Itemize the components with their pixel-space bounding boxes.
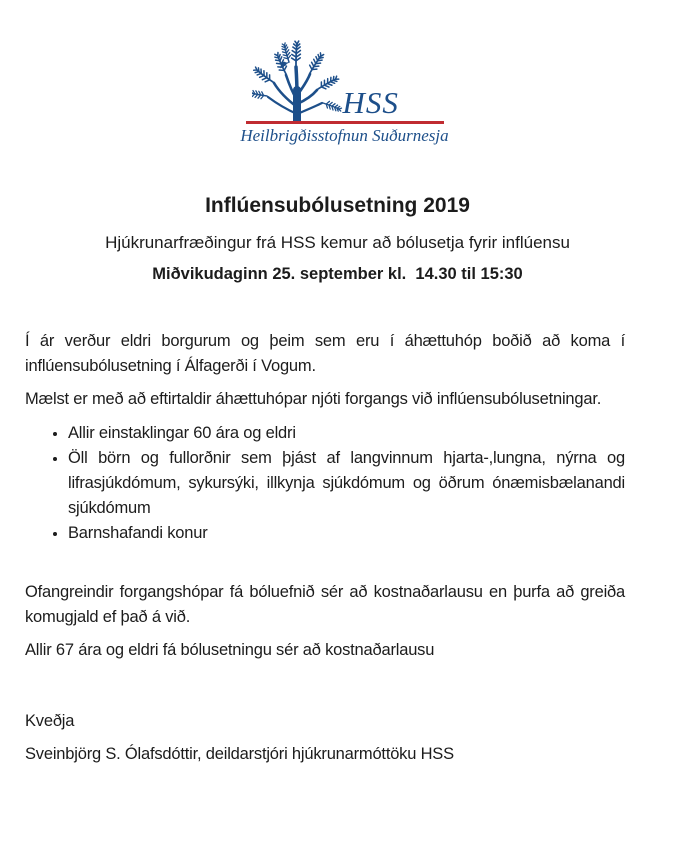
intro-paragraph: Í ár verður eldri borgurum og þeim sem eru í áhættuhóp boðið að koma í inflúensubólusetning í Álfagerði í Vogum. (25, 332, 625, 375)
info-paragraph: Allir 67 ára og eldri fá bólusetningu sér að kostnaðarlausu (25, 641, 435, 659)
list-item: • Allir einstaklingar 60 ára og eldri (68, 421, 625, 446)
intro-paragraph: Mælst er með að eftirtaldir áhættuhópar njóti forgangs við inflúensubólusetningar. (25, 390, 602, 408)
logo-tagline: Heilbrigðisstofnun Suðurnesja (240, 126, 449, 145)
list-item: • Öll börn og fullorðnir sem þjást af langvinnum hjarta-,lungna, nýrna og lifrasjúkdómum, sykursýki, illkynja sjúkdómum og öðrum ónæmisbælanandi sjúkdómum (68, 446, 625, 521)
info-paragraph: Ofangreindir forgangshópar fá bóluefnið sér að kostnaðarlausu en þurfa að greiða komugjald ef það á við. (25, 583, 625, 626)
headings (0, 193, 675, 287)
list-item: • Barnshafandi konur (68, 521, 625, 546)
document-subtitle: Hjúkrunarfræðingur frá HSS kemur að bólusetja fyrir inflúensu (105, 233, 570, 252)
rowan-tree-icon (252, 22, 352, 122)
document-title: Inflúensubólusetning 2019 (205, 194, 470, 217)
closing-word: Kveðja (25, 712, 75, 730)
priority-groups-list (25, 421, 625, 546)
schedule-line: Miðvikudaginn 25. september kl. 14.30 til 15:30 (152, 265, 523, 283)
logo-red-divider (246, 121, 444, 124)
announcement-page (0, 22, 675, 860)
body-text (0, 329, 675, 767)
signature-line: Sveinbjörg S. Ólafsdóttir, deildarstjóri hjúkrunarmóttöku HSS (25, 745, 454, 763)
hss-logo (240, 22, 449, 148)
hss-monogram: HSS (342, 85, 399, 120)
